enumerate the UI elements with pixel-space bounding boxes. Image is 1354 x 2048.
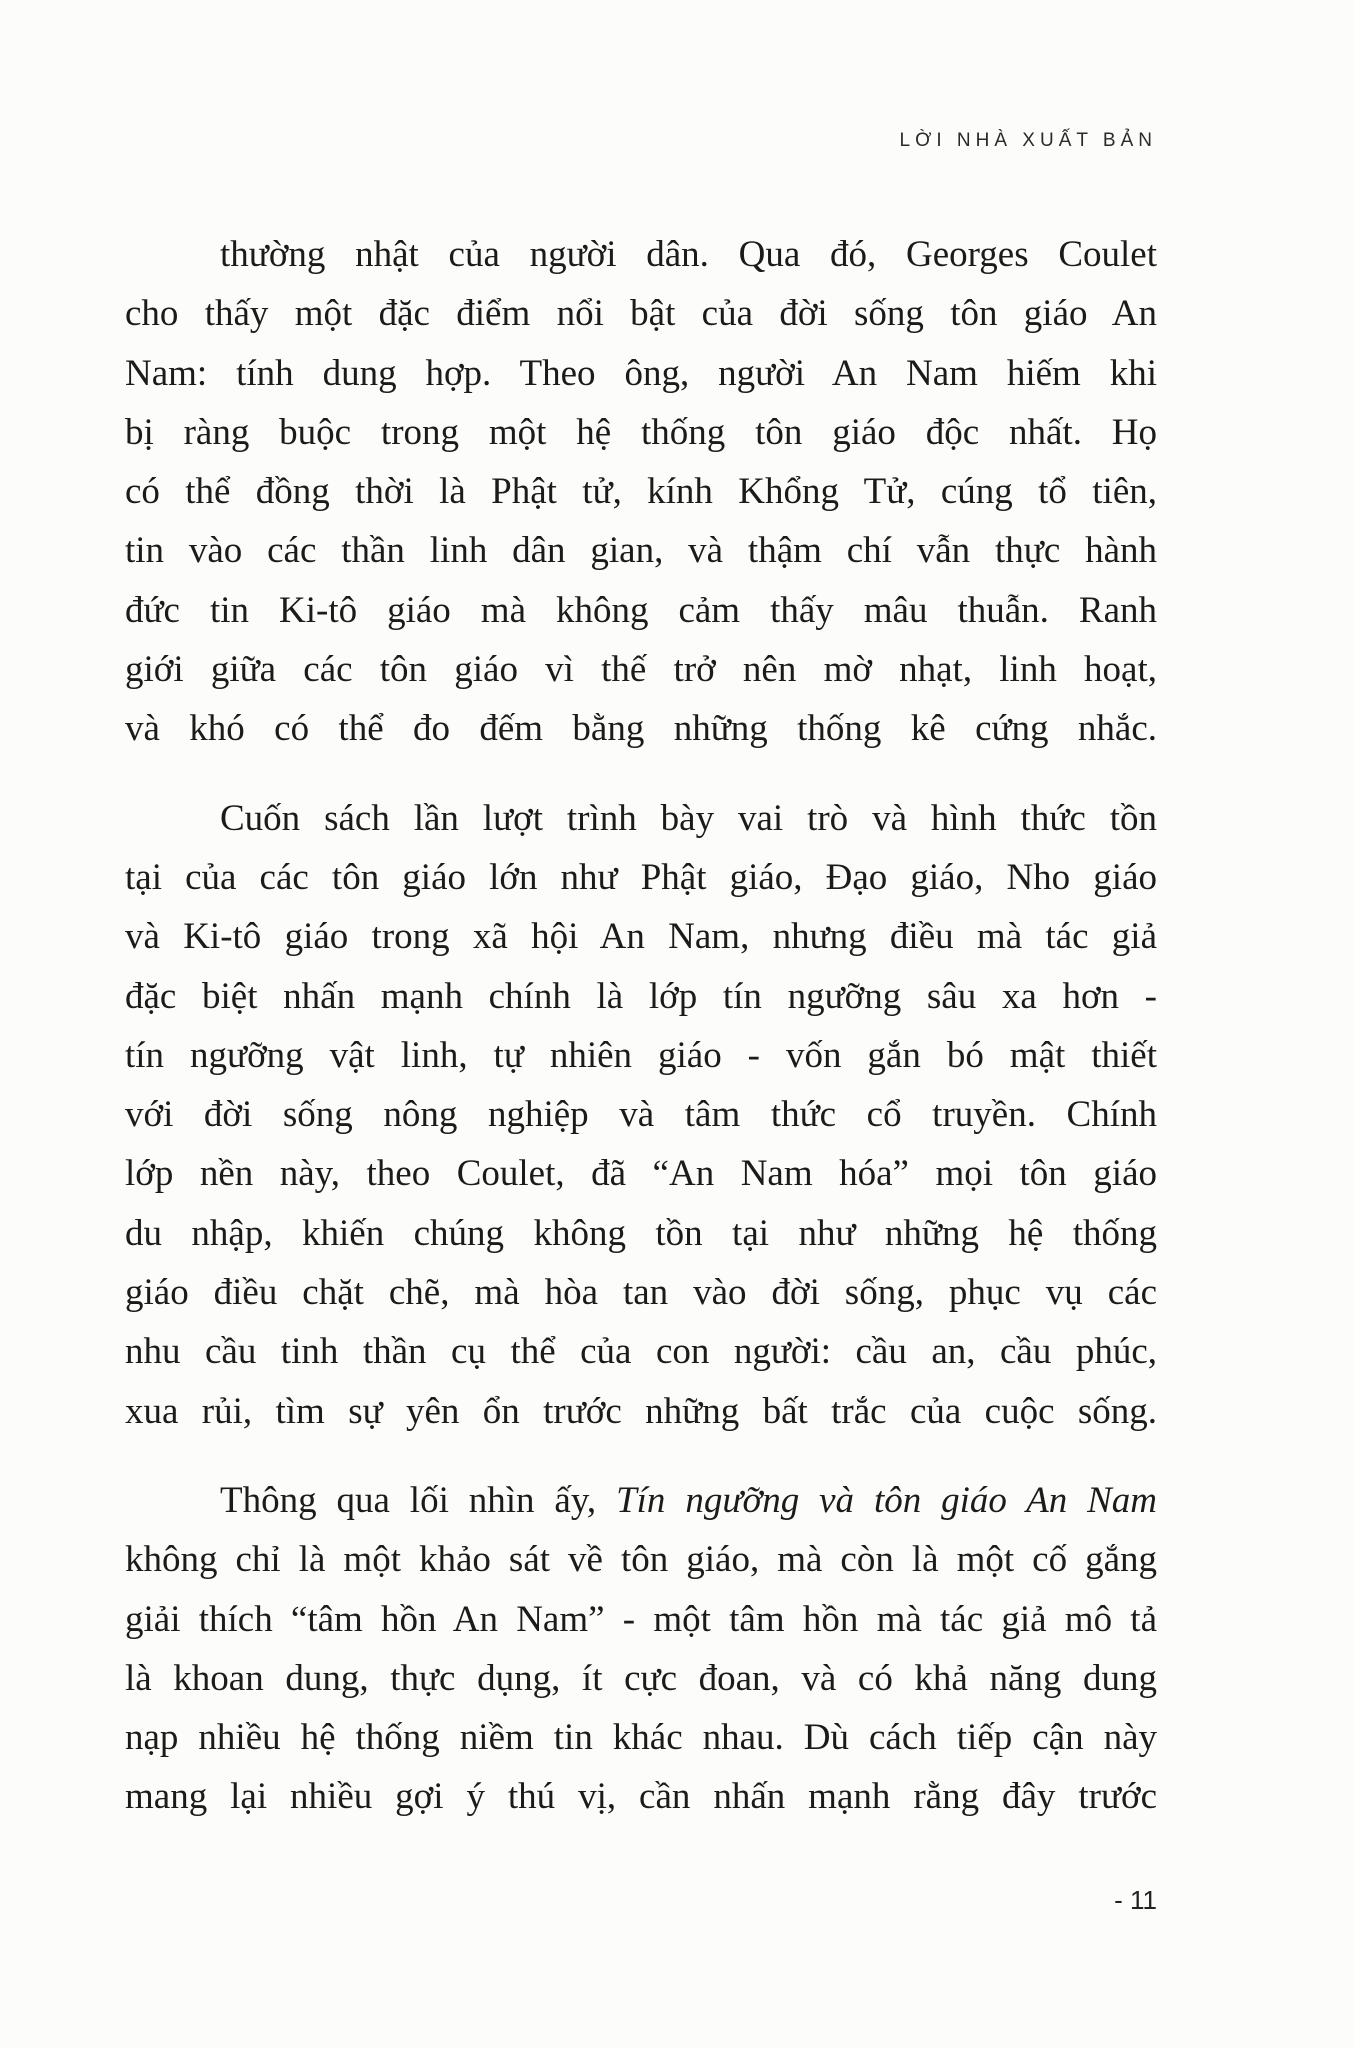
text-line: Nam: tính dung hợp. Theo ông, người An Nam hiếm khi — [125, 352, 1157, 394]
text-line: du nhập, khiến chúng không tồn tại như những hệ thống — [125, 1212, 1157, 1254]
running-head: LỜI NHÀ XUẤT BẢN — [899, 130, 1157, 151]
text-line: thường nhật của người dân. Qua đó, Georges Coulet — [220, 234, 1157, 275]
text-line: đức tin Ki-tô giáo mà không cảm thấy mâu thuẫn. Ranh — [125, 589, 1157, 631]
text-line: tại của các tôn giáo lớn như Phật giáo, Đạo giáo, Nho giáo — [125, 856, 1157, 898]
text-line: giáo điều chặt chẽ, mà hòa tan vào đời sống, phục vụ các — [125, 1272, 1157, 1314]
paragraph-1 — [125, 225, 1157, 759]
text-line: xua rủi, tìm sự yên ổn trước những bất trắc của cuộc sống. — [125, 1390, 1157, 1432]
text-line: tin vào các thần linh dân gian, và thậm chí vẫn thực hành — [125, 530, 1157, 572]
text-line: nạp nhiều hệ thống niềm tin khác nhau. Dù cách tiếp cận này — [125, 1717, 1157, 1759]
text-line: tín ngưỡng vật linh, tự nhiên giáo - vốn gắn bó mật thiết — [125, 1034, 1157, 1076]
text-line — [125, 1471, 1157, 1530]
text-line: có thể đồng thời là Phật tử, kính Khổng Tử, cúng tổ tiên, — [125, 471, 1157, 513]
text-line: Cuốn sách lần lượt trình bày vai trò và hình thức tồn — [220, 797, 1157, 839]
text-line: nhu cầu tinh thần cụ thể của con người: cầu an, cầu phúc, — [125, 1331, 1157, 1373]
text-line: giải thích “tâm hồn An Nam” - một tâm hồn mà tác giả mô tả — [125, 1598, 1157, 1640]
text-line: không chỉ là một khảo sát về tôn giáo, mà còn là một cố gắng — [125, 1539, 1157, 1581]
paragraph-3 — [125, 1471, 1157, 1827]
text-line: cho thấy một đặc điểm nổi bật của đời sống tôn giáo An — [125, 293, 1157, 335]
page-number: - 11 — [1114, 1885, 1157, 1915]
text-line: là khoan dung, thực dụng, ít cực đoan, và có khả năng dung — [125, 1657, 1157, 1699]
text-line: giới giữa các tôn giáo vì thế trở nên mờ nhạt, linh hoạt, — [125, 649, 1157, 691]
text-line: đặc biệt nhấn mạnh chính là lớp tín ngưỡng sâu xa hơn - — [125, 975, 1157, 1017]
text-line: với đời sống nông nghiệp và tâm thức cổ truyền. Chính — [125, 1094, 1157, 1136]
text-line: lớp nền này, theo Coulet, đã “An Nam hóa” mọi tôn giáo — [125, 1153, 1157, 1195]
book-title-italic: Tín ngưỡng và tôn giáo An Nam — [616, 1479, 1157, 1521]
text-segment: Thông qua lối nhìn ấy, — [220, 1479, 617, 1521]
paragraph-2 — [125, 789, 1157, 1441]
text-line: và Ki-tô giáo trong xã hội An Nam, nhưng điều mà tác giả — [125, 916, 1157, 958]
text-line: và khó có thể đo đếm bằng những thống kê cứng nhắc. — [125, 708, 1157, 750]
text-line: mang lại nhiều gợi ý thú vị, cần nhấn mạnh rằng đây trước — [125, 1776, 1157, 1818]
text-line: bị ràng buộc trong một hệ thống tôn giáo độc nhất. Họ — [125, 411, 1157, 453]
body-text — [125, 225, 1157, 1857]
